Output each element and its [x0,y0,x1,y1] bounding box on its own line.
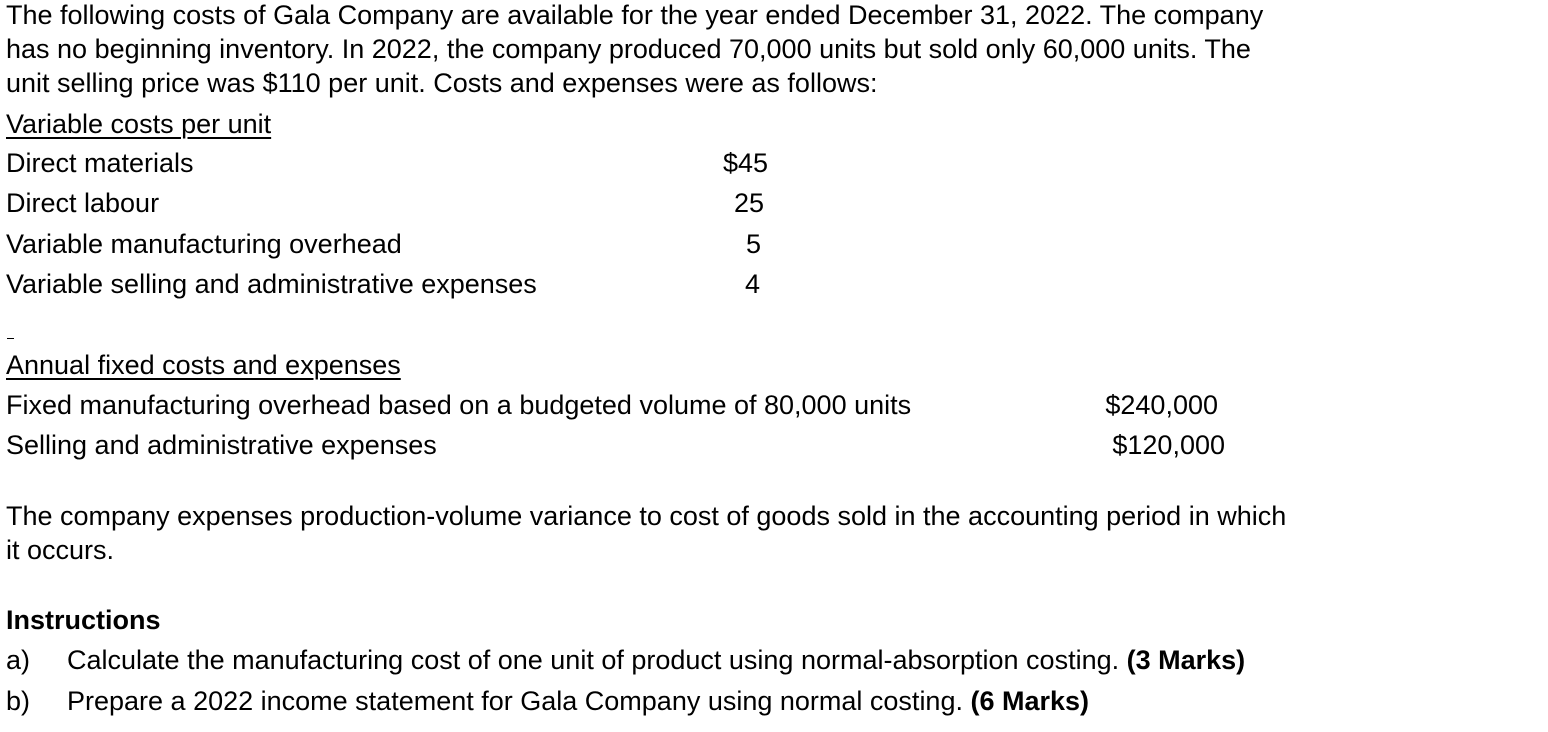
intro-line-3: unit selling price was $110 per unit. Costs and expenses were as follows: [6,68,878,98]
instructions-heading: Instructions [6,605,161,635]
variable-cost-label: Variable manufacturing overhead [6,229,402,259]
variable-cost-value: 5 [745,229,761,259]
instruction-text: Prepare a 2022 income statement for Gala Company using normal costing. [67,686,963,716]
variable-cost-value: $45 [722,148,768,178]
fixed-cost-value: $120,000 [1112,430,1225,460]
fixed-cost-value: $240,000 [1105,390,1218,420]
variable-cost-label: Direct labour [6,188,160,218]
variable-costs-heading: Variable costs per unit [6,109,272,139]
variable-cost-value: 25 [733,188,764,218]
instruction-item [67,643,1245,677]
instruction-marks: (6 Marks) [970,686,1090,716]
note-line-1: The company expenses production-volume variance to cost of goods sold in the accounting period in which [6,501,1287,531]
variable-cost-label: Variable selling and administrative expenses [6,269,537,299]
fixed-costs-heading: Annual fixed costs and expenses [6,350,401,380]
note-line-2: it occurs. [6,535,115,565]
fixed-cost-label: Fixed manufacturing overhead based on a budgeted volume of 80,000 units [6,390,912,420]
divider-tick [7,338,14,339]
instruction-marker: b) [6,686,31,716]
instruction-marks: (3 Marks) [1126,645,1246,675]
fixed-cost-label: Selling and administrative expenses [6,430,437,460]
variable-cost-label: Direct materials [6,148,194,178]
instruction-item [67,684,1089,718]
instruction-text: Calculate the manufacturing cost of one unit of product using normal-absorption costing. [67,645,1120,675]
intro-line-1: The following costs of Gala Company are available for the year ended December 31, 2022. The company [6,0,1264,30]
intro-line-2: has no beginning inventory. In 2022, the company produced 70,000 units but sold only 60,000 units. The [6,34,1251,64]
instruction-marker: a) [6,645,31,675]
variable-cost-value: 4 [744,269,760,299]
